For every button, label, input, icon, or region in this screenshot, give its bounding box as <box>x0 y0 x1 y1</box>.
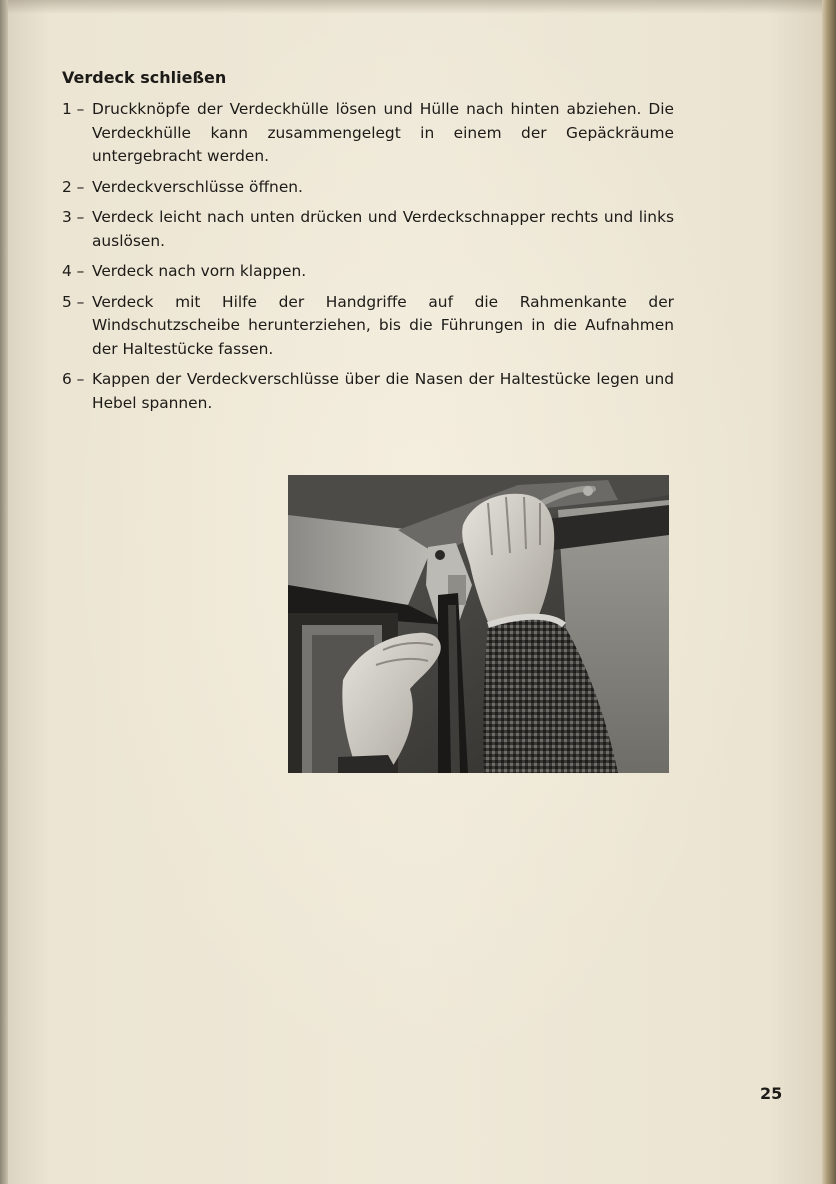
step-text: Verdeckverschlüsse öffnen. <box>92 177 303 196</box>
illustration-photo <box>288 475 669 773</box>
step-item <box>62 291 674 362</box>
photo-hands-closing-convertible-top-latch-icon <box>288 475 669 773</box>
page-number: 25 <box>760 1084 783 1103</box>
step-text: Druckknöpfe der Verdeckhülle lösen und Hülle nach hinten abziehen. Die Verdeckhülle kann zusammengelegt in einem der Gepäckräume untergebracht werden. <box>92 100 674 165</box>
page-right-edge <box>822 0 836 1184</box>
instructions-block <box>62 66 674 422</box>
page-left-edge <box>0 0 8 1184</box>
steps-list <box>62 98 674 415</box>
step-text: Verdeck nach vorn klappen. <box>92 262 307 280</box>
step-number: 1 – <box>62 100 85 118</box>
step-text: Verdeck leicht nach unten drücken und Verdeckschnapper rechts und links auslösen. <box>92 208 674 250</box>
step-item <box>62 368 674 415</box>
step-text: Kappen der Verdeckverschlüsse über die Nasen der Haltestücke legen und Hebel spannen. <box>92 370 674 412</box>
section-heading: Verdeck schließen <box>62 68 227 87</box>
page-top-shadow <box>0 0 836 14</box>
step-number: 2 – <box>62 177 85 196</box>
step-text: Verdeck mit Hilfe der Handgriffe auf die Rahmenkante der Windschutzscheibe herunterziehen, bis die Führungen in die Aufnahmen der Haltestücke fassen. <box>92 292 674 358</box>
step-number: 4 – <box>62 262 85 280</box>
step-item <box>62 206 674 253</box>
step-number: 5 – <box>62 292 85 311</box>
step-item <box>62 98 674 169</box>
step-item <box>62 176 674 200</box>
step-number: 6 – <box>62 370 85 388</box>
step-item <box>62 260 674 284</box>
step-number: 3 – <box>62 208 85 226</box>
